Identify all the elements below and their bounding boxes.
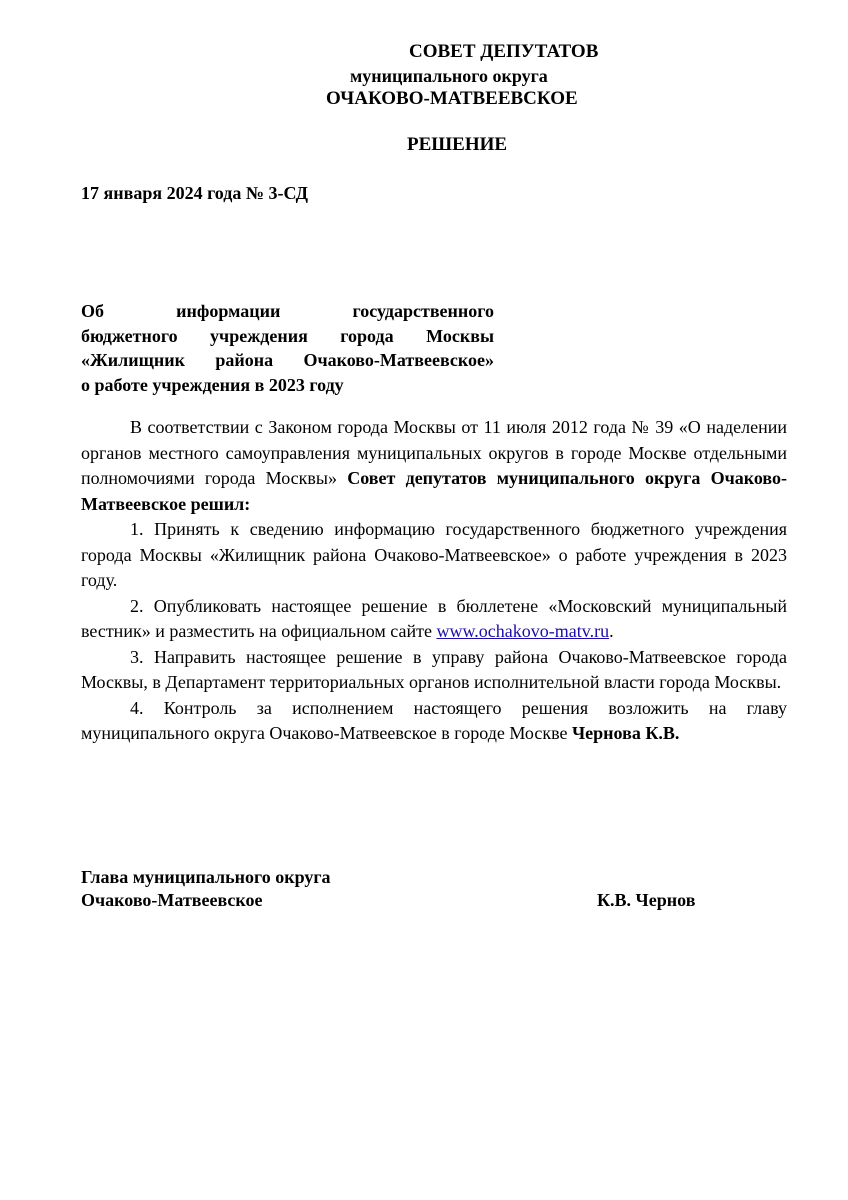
council-title: СОВЕТ ДЕПУТАТОВ: [409, 41, 599, 62]
decision-body: [81, 415, 787, 747]
responsible-person: Чернова К.В.: [571, 723, 680, 743]
decision-item-4: [81, 696, 787, 747]
preamble-resolution: Совет депутатов муниципального округа Очаково-Матвеевское решил:: [81, 468, 788, 514]
preamble-paragraph: [81, 415, 787, 517]
document-type: РЕШЕНИЕ: [407, 134, 508, 155]
subject-line: о работе учреждения в 2023 году: [81, 374, 344, 395]
signature-name: К.В. Чернов: [597, 890, 696, 910]
decision-item-1: [81, 517, 787, 594]
signature-title-line2: Очаково-Матвеевское: [81, 890, 263, 910]
subject-line: Об информации государственного: [81, 301, 494, 321]
item-text: 4. Контроль за исполнением настоящего решения возложить на главу муниципального округа Очаково-Матвеевское в городе Москве: [81, 697, 787, 743]
district-type: муниципального округа: [350, 66, 548, 86]
preamble-text: В соответствии с Законом города Москвы от 11 июля 2012 года № 39 «О наделении органов местного самоуправления муниципальных округов в городе Москве отдельными полномочиями города Москвы»: [81, 417, 787, 488]
item-text: 2. Опубликовать настоящее решение в бюллетене «Московский муниципальный вестник» и разместить на официальном сайте: [81, 595, 787, 641]
decision-item-2: [81, 594, 787, 645]
date-and-number: 17 января 2024 года № 3-СД: [81, 183, 308, 203]
decision-subject: [81, 299, 494, 397]
signature-title-line1: Глава муниципального округа: [81, 867, 331, 887]
decision-item-3: [81, 645, 787, 696]
item-text: 3. Направить настоящее решение в управу района Очаково-Матвеевское города Москвы, в Департамент территориальных органов исполнительной власти города Москвы.: [81, 646, 787, 692]
item-text: 1. Принять к сведению информацию государственного бюджетного учреждения города Москвы «Жилищник района Очаково-Матвеевское» о работе учреждения в 2023 году.: [81, 519, 787, 590]
website-link[interactable]: www.ochakovo-matv.ru: [436, 621, 610, 641]
subject-line: бюджетного учреждения города Москвы: [81, 325, 494, 346]
district-name: ОЧАКОВО-МАТВЕЕВСКОЕ: [326, 88, 578, 109]
subject-line: «Жилищник района Очаково-Матвеевское»: [81, 350, 494, 370]
item-text-end: .: [609, 621, 614, 641]
